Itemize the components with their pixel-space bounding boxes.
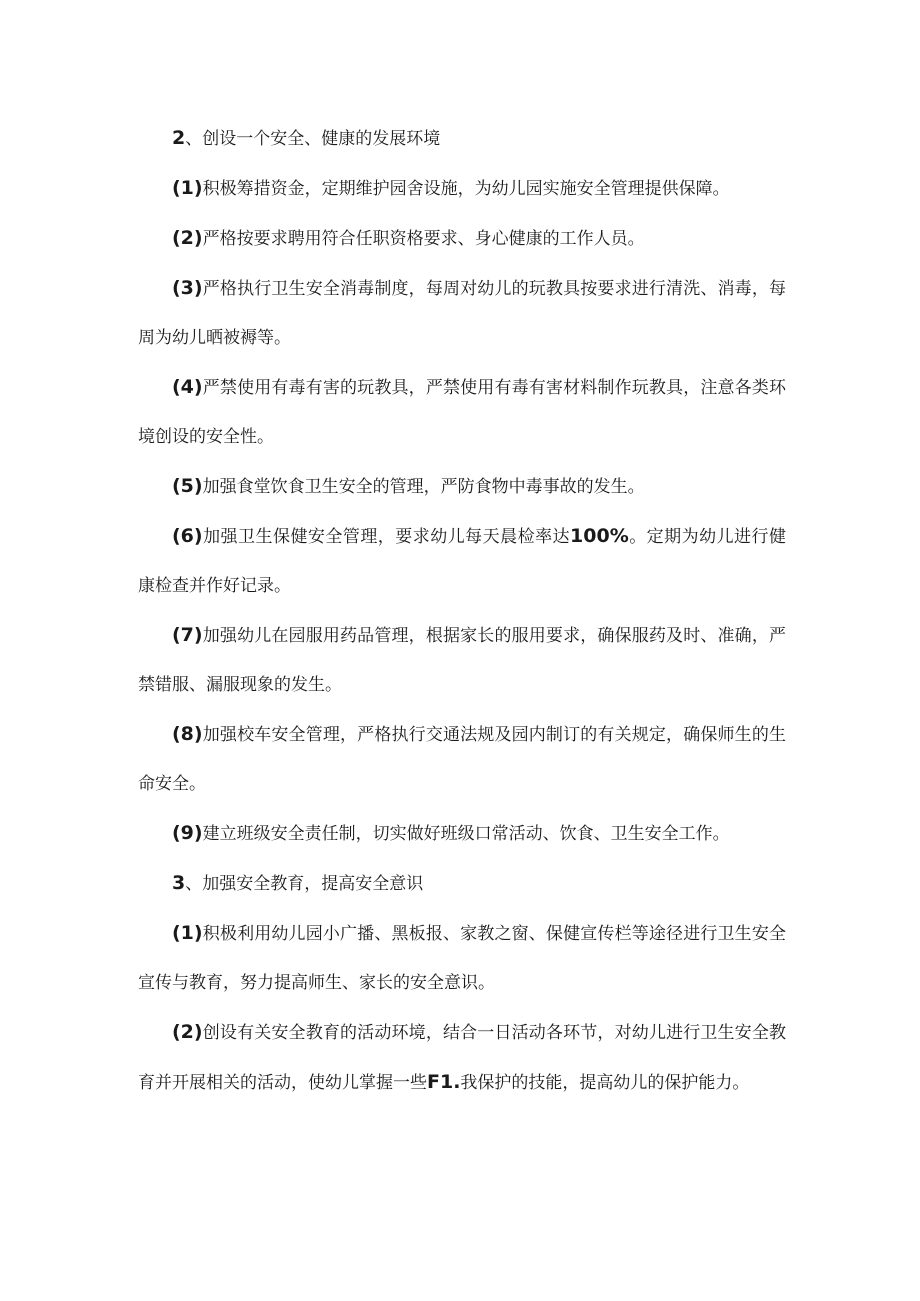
item-number: (7): [172, 624, 203, 646]
section-heading-3: [138, 859, 786, 909]
item-text: 严格执行卫生安全消毒制度，每周对幼儿的玩教具按要求进行清洗、消毒，每周为幼儿晒被褥等。: [138, 279, 786, 348]
item-number: (9): [172, 822, 203, 844]
item-text: 加强校车安全管理，严格执行交通法规及园内制订的有关规定，确保师生的生命安全。: [138, 725, 786, 794]
list-item: [138, 264, 786, 363]
item-text: 加强幼儿在园服用药品管理，根据家长的服用要求，确保服药及时、准确，严禁错服、漏服现象的发生。: [138, 626, 786, 695]
list-item: [138, 1008, 786, 1108]
section-heading-text: 、加强安全教育，提高安全意识: [185, 874, 424, 894]
item-text: 积极筹措资金，定期维护园舍设施，为幼儿园实施安全管理提供保障。: [202, 179, 730, 199]
inline-code: F1.: [427, 1071, 461, 1093]
list-item: [138, 214, 786, 264]
item-text: 严格按要求聘用符合任职资格要求、身心健康的工作人员。: [202, 229, 645, 249]
item-text-rest: 我保护的技能，提高幼儿的保护能力。: [460, 1073, 750, 1093]
list-item: [138, 462, 786, 512]
item-text: 建立班级安全责任制，切实做好班级口常活动、饮食、卫生安全工作。: [202, 824, 730, 844]
item-number: (8): [172, 723, 203, 745]
list-item: [138, 710, 786, 809]
percentage-value: 100%: [570, 525, 629, 547]
item-text: 严禁使用有毒有害的玩教具，严禁使用有毒有害材料制作玩教具，注意各类环境创设的安全性。: [138, 378, 786, 447]
item-text-rest: 。定期为幼儿进行健康检查并作好记录。: [138, 527, 787, 596]
list-item: [138, 512, 786, 611]
item-text: 积极利用幼儿园小广播、黑板报、家教之窗、保健宣传栏等途径进行卫生安全宣传与教育，努力提高师生、家长的安全意识。: [138, 924, 786, 993]
item-number: (6): [172, 525, 203, 547]
item-number: (2): [172, 227, 203, 249]
item-number: (2): [172, 1021, 203, 1043]
document-body: [138, 114, 786, 1108]
item-text: 创设有关安全教育的活动环境，结合一日活动各环节，对幼儿进行卫生安全教育并开展相关的活动，使幼儿掌握一些: [138, 1023, 786, 1093]
item-number: (4): [172, 376, 203, 398]
list-item: [138, 809, 786, 859]
item-number: (5): [172, 475, 203, 497]
item-number: (1): [172, 177, 203, 199]
list-item: [138, 363, 786, 462]
item-number: (3): [172, 277, 203, 299]
section-heading-text: 、创设一个安全、健康的发展环境: [185, 129, 441, 149]
section-number: 2: [172, 127, 186, 149]
item-text: 加强卫生保健安全管理，要求幼儿每天晨检率达: [202, 527, 571, 547]
list-item: [138, 909, 786, 1008]
section-number: 3: [172, 872, 186, 894]
item-number: (1): [172, 922, 203, 944]
section-heading-2: [138, 114, 786, 164]
item-text: 加强食堂饮食卫生安全的管理，严防食物中毒事故的发生。: [202, 477, 645, 497]
list-item: [138, 164, 786, 214]
list-item: [138, 611, 786, 710]
